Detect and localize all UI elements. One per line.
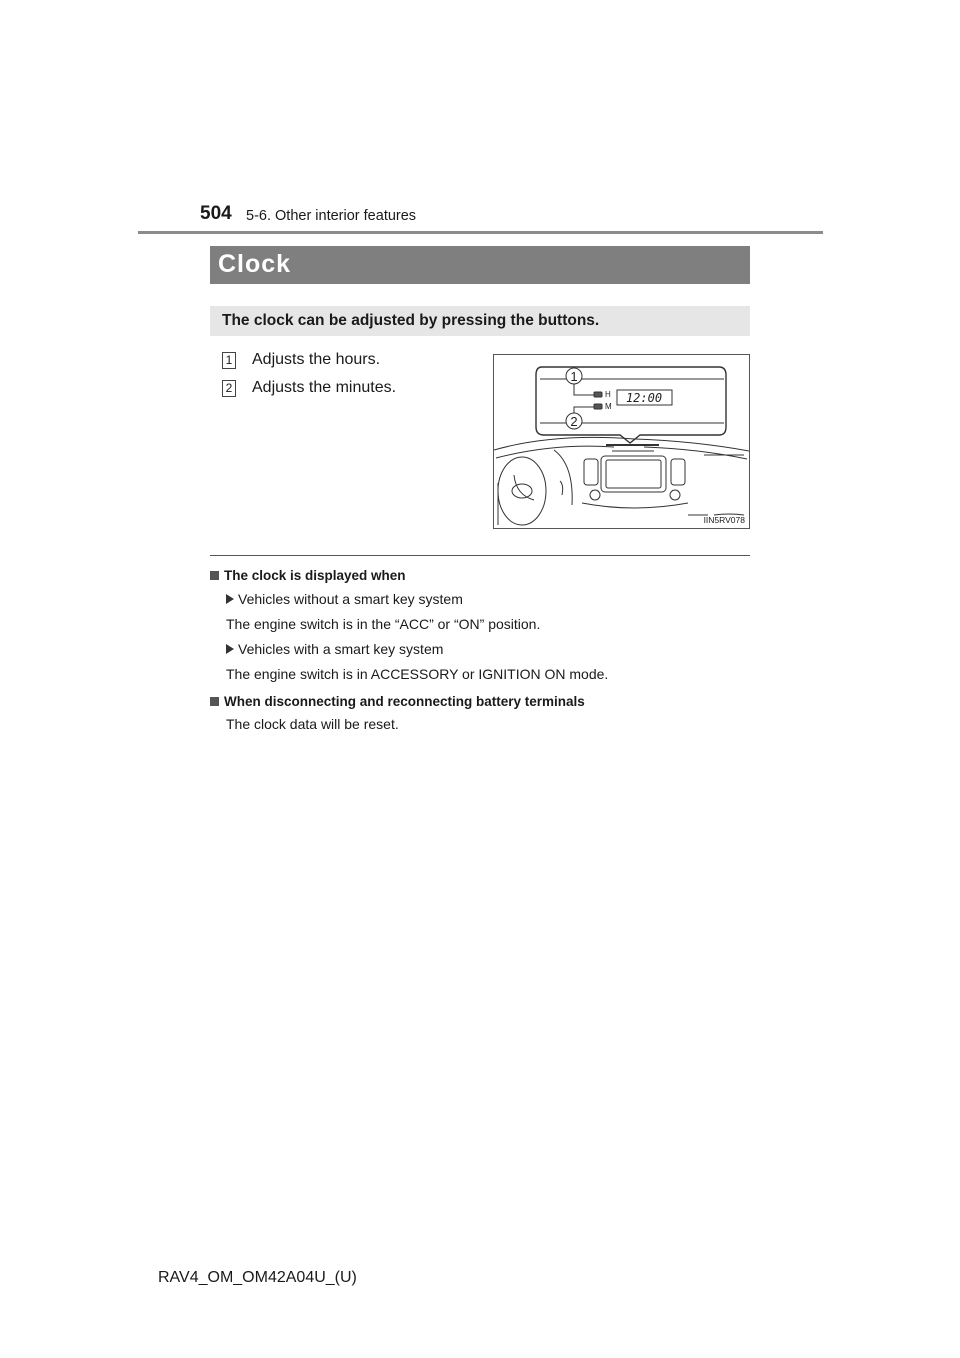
title-bar — [210, 246, 750, 284]
square-bullet-icon — [210, 571, 219, 580]
page-title: Clock — [218, 250, 292, 278]
figure-code: IIN5RV078 — [703, 515, 745, 525]
condition-with-smart-key: Vehicles with a smart key system — [226, 641, 443, 657]
callout-2-label: 2 — [570, 414, 578, 429]
triangle-bullet-icon — [226, 644, 234, 654]
hour-button-label: H — [605, 390, 611, 399]
square-bullet-icon — [210, 697, 219, 706]
note-heading-display: The clock is displayed when — [210, 568, 406, 583]
notes-divider — [210, 555, 750, 556]
step-1 — [222, 351, 381, 370]
step-label-2: Adjusts the minutes. — [252, 379, 397, 396]
lead-box — [210, 306, 750, 336]
step-number-2: 2 — [222, 380, 236, 397]
section-label: 5-6. Other interior features — [246, 208, 417, 224]
footer-doc-code: RAV4_OM_OM42A04U_(U) — [158, 1269, 357, 1286]
condition-without-smart-key: Vehicles without a smart key system — [226, 591, 463, 607]
note-text-without-smart-key: The engine switch is in the “ACC” or “ON” position. — [226, 616, 541, 632]
note-heading-battery: When disconnecting and reconnecting battery terminals — [210, 694, 585, 709]
step-2 — [222, 379, 397, 398]
step-number-1: 1 — [222, 352, 236, 369]
step-label-1: Adjusts the hours. — [252, 351, 381, 368]
note-text-battery: The clock data will be reset. — [226, 716, 399, 732]
dashboard-drawing — [494, 355, 749, 528]
clock-illustration — [493, 354, 750, 529]
note-text-with-smart-key: The engine switch is in ACCESSORY or IGNITION ON mode. — [226, 666, 609, 682]
callout-marker-1 — [566, 368, 582, 384]
lead-text: The clock can be adjusted by pressing the buttons. — [222, 312, 600, 329]
header-rule — [138, 231, 823, 234]
callout-marker-2 — [566, 413, 582, 429]
clock-display-time: 12:00 — [625, 391, 663, 405]
page-number: 504 — [200, 203, 232, 224]
triangle-bullet-icon — [226, 594, 234, 604]
callout-1-label: 1 — [570, 369, 578, 384]
minute-button-label: M — [605, 402, 612, 411]
